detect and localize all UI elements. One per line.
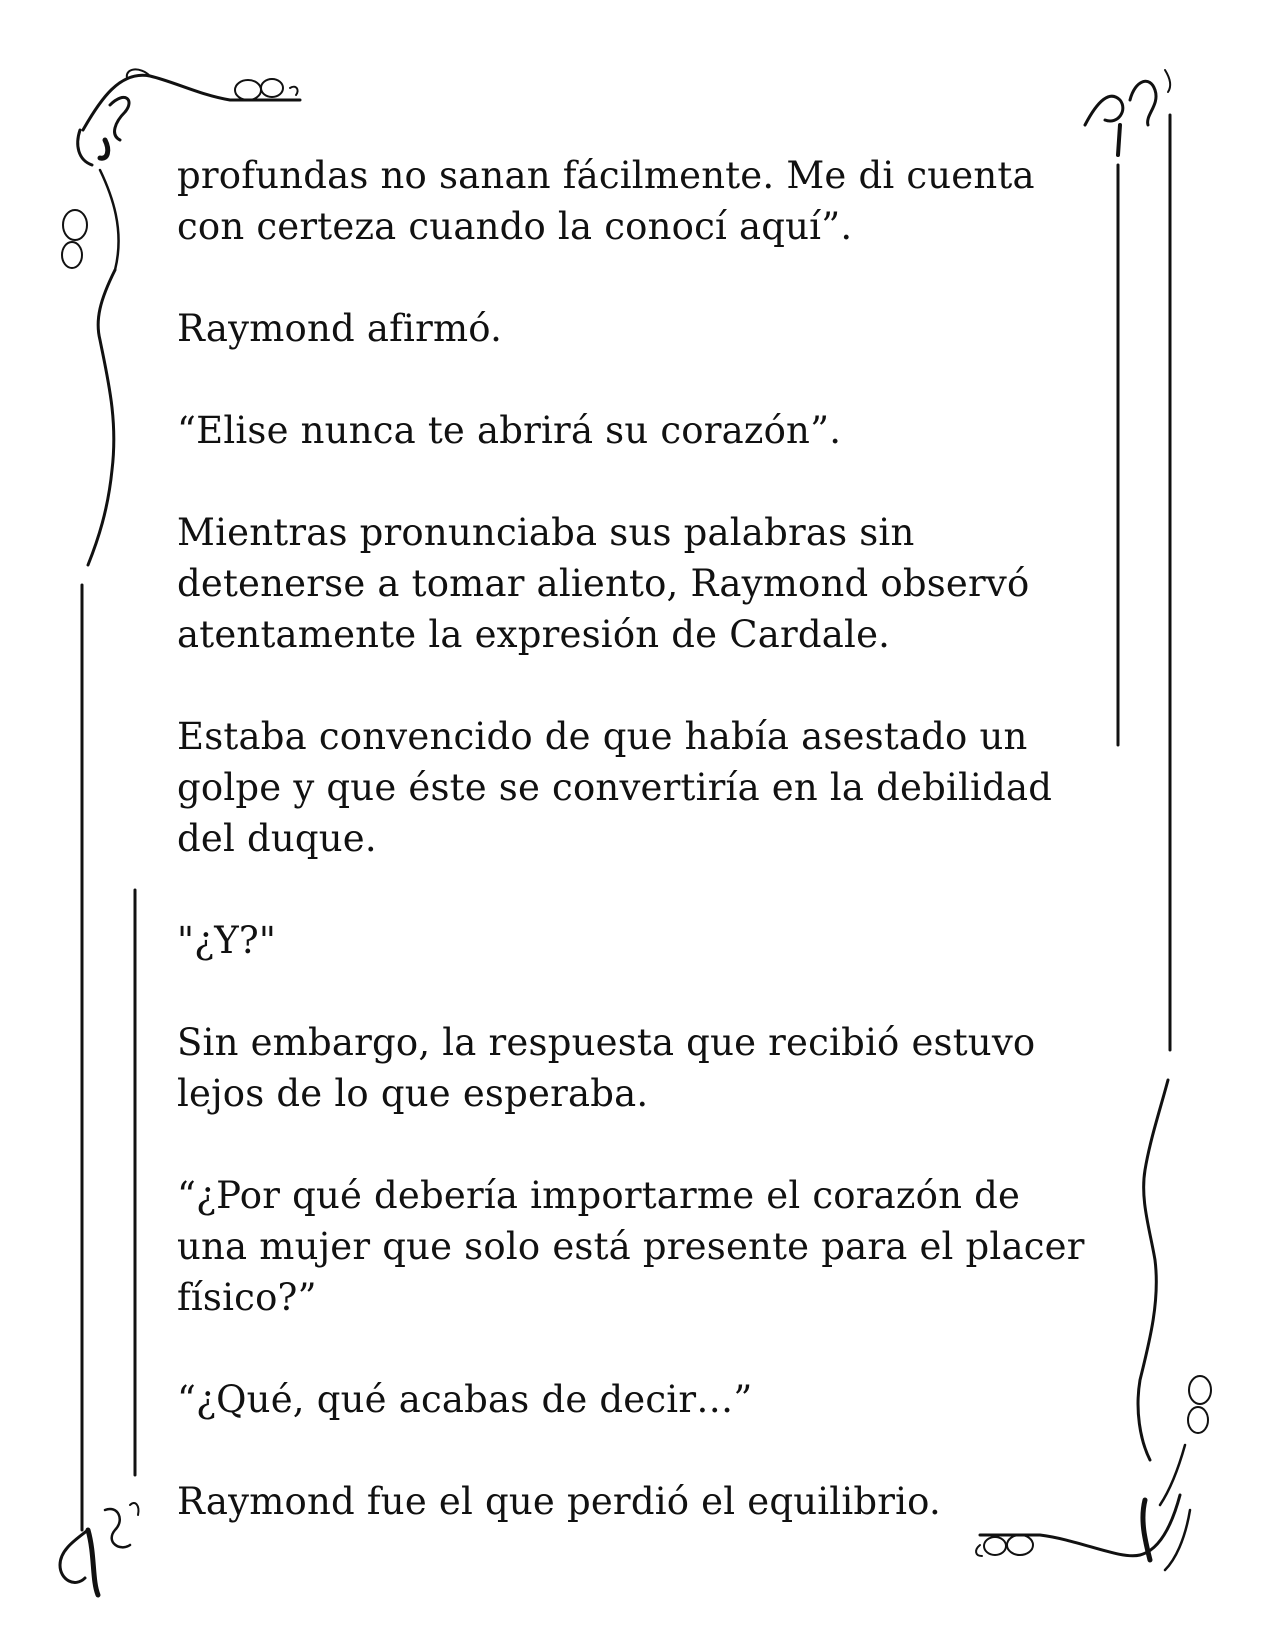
text-line: del duque. [177,817,377,860]
text-line: lejos de lo que esperaba. [177,1072,649,1115]
paragraph [177,303,1097,354]
flourish-top-right-icon [1085,70,1170,155]
paragraph [177,711,1097,864]
text-line: “¿Qué, qué acabas de decir…” [177,1378,753,1421]
paragraph [177,1017,1097,1119]
text-line: físico?” [177,1276,317,1319]
story-text [177,150,1097,1578]
text-line: golpe y que éste se convertiría en la debilidad [177,766,1053,809]
text-line: detenerse a tomar aliento, Raymond observó [177,562,1030,605]
text-line: atentamente la expresión de Cardale. [177,613,891,656]
text-line: Sin embargo, la respuesta que recibió estuvo [177,1021,1036,1064]
text-line: Estaba convencido de que había asestado un [177,715,1028,758]
text-line: Mientras pronunciaba sus palabras sin [177,511,915,554]
text-line: con certeza cuando la conocí aquí”. [177,205,853,248]
text-line: profundas no sanan fácilmente. Me di cuenta [177,154,1035,197]
paragraph [177,1476,1097,1527]
paragraph [177,1374,1097,1425]
text-line: Raymond fue el que perdió el equilibrio. [177,1480,941,1523]
text-line: Raymond afirmó. [177,307,503,350]
flourish-bottom-left-icon [60,1503,138,1595]
paragraph [177,405,1097,456]
paragraph [177,150,1097,252]
paragraph [177,1170,1097,1323]
text-line: “Elise nunca te abrirá su corazón”. [177,409,842,452]
text-line: "¿Y?" [177,919,277,962]
text-line: una mujer que solo está presente para el placer [177,1225,1085,1268]
paragraph [177,507,1097,660]
paragraph [177,915,1097,966]
text-line: “¿Por qué debería importarme el corazón de [177,1174,1021,1217]
